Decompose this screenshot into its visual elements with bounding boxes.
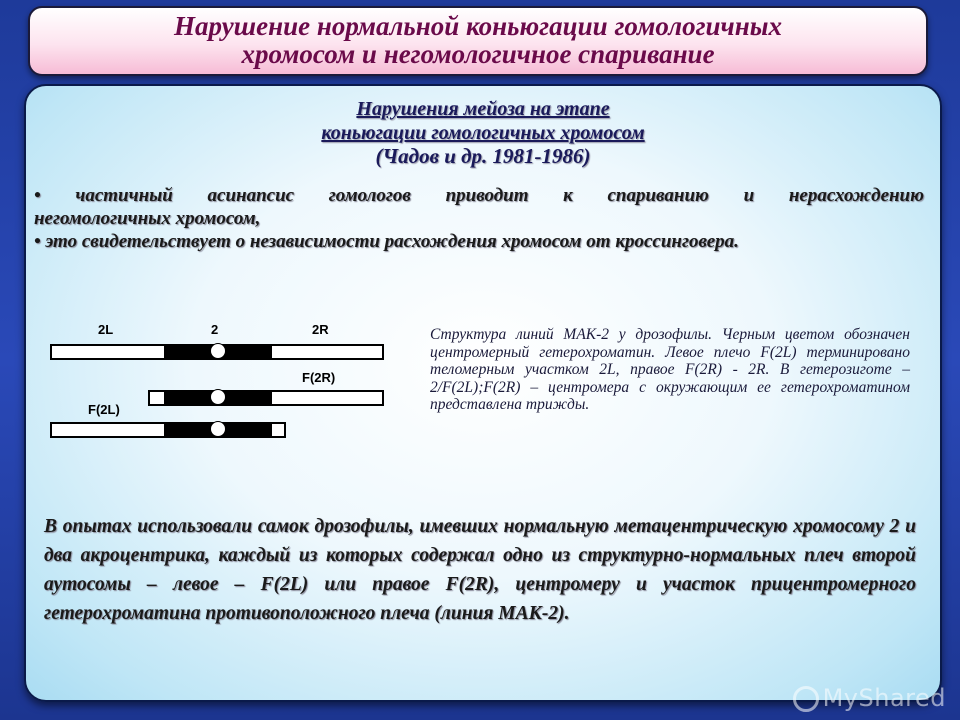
chromosome-diagram [50,322,390,442]
subtitle-line2: коньюгации гомологичных хромосом [321,122,645,144]
subtitle-line3: (Чадов и др. 1981-1986) [375,144,591,168]
label-f2l: F(2L) [88,402,120,417]
bullet-item-1-line2: негомологичных хромосом, [34,208,261,229]
bullet-item-1-line1: • частичный асинапсис гомологов приводит к спариванию и нерасхождению [34,185,924,206]
content-panel [24,84,942,702]
bullet-item-1 [34,184,924,230]
slide-title-box [28,6,928,76]
centromere-dot [210,343,226,359]
label-2: 2 [211,322,219,337]
chromosome-f2l-bar [50,422,286,438]
label-f2r: F(2R) [302,370,336,385]
experiment-paragraph: В опытах использовали самок дрозофилы, имевших нормальную метацентрическую хромосому 2 и два акроцентрика, каждый из которых содержал одно из структурно-нормальных плеч второй аутосомы – левое – F(2L) или правое F(2R), центромеру и участок прицентромерного гетерохроматина противоположного плеча (линия МАК-2). [44,516,916,624]
bullet-list [34,184,924,253]
chromosome-f2r-bar [148,390,384,406]
slide-title-line2: хромосом и негомологичное спаривание [241,39,715,69]
subtitle-line1: Нарушения мейоза на этапе [356,98,610,120]
centromere-dot [210,389,226,405]
chromosome-2-bar [50,344,384,360]
watermark-text: MyShared [822,684,946,712]
diagram-caption: Структура линий МАК-2 у дрозофилы. Черным цветом обозначен центромерный гетерохроматин. Левое плечо F(2L) терминировано теломерным участком 2L, правое F(2R) - 2R. В гетерозиготе – 2/F(2L);F(2R) – центромера с окружающим ее гетерохроматином представлена трижды. [430,326,910,413]
centromere-dot [210,421,226,437]
slide-title-line1: Нарушение нормальной коньюгации гомологичных [174,11,782,41]
bullet-item-2: • это свидетельствует о независимости расхождения хромосом от кроссинговера. [34,231,739,252]
label-2l: 2L [98,322,114,337]
watermark [793,684,946,712]
watermark-logo-icon [793,686,819,712]
label-2r: 2R [312,322,329,337]
